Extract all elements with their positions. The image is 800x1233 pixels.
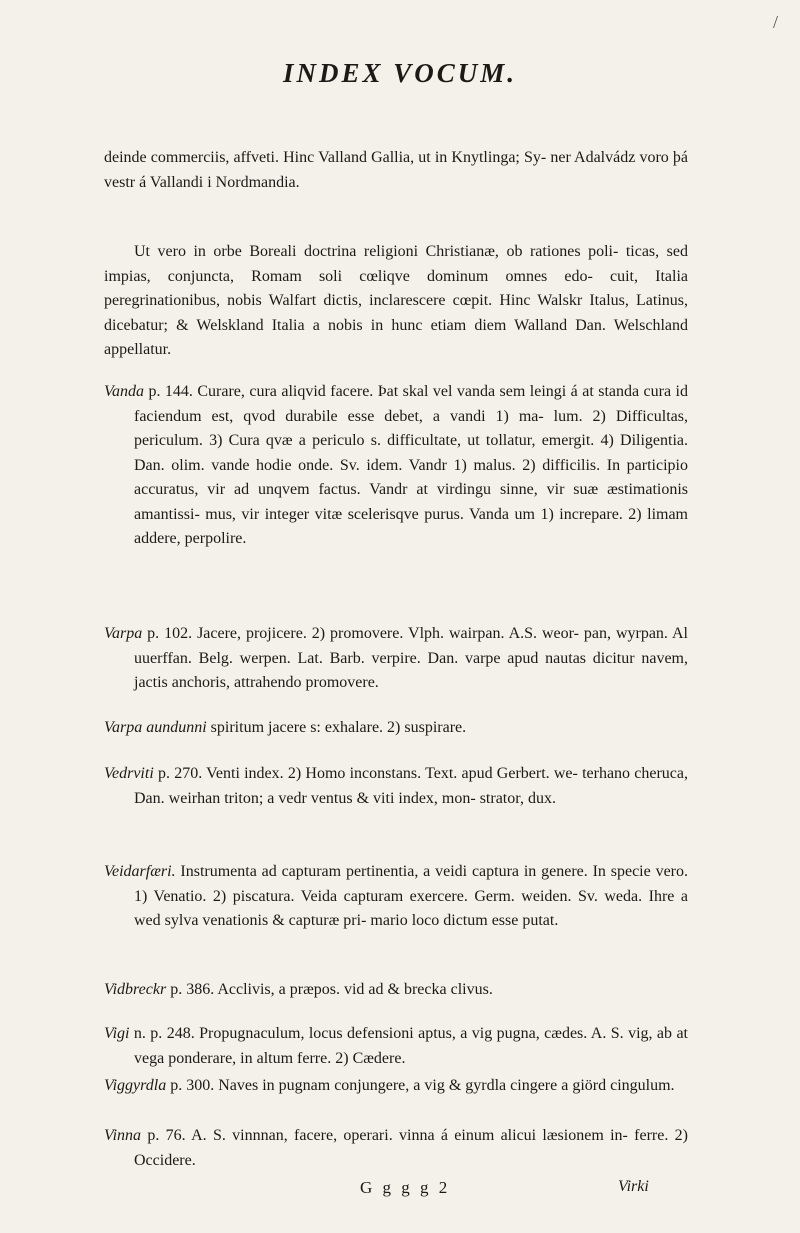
signature-mark: G g g g 2 xyxy=(360,1178,451,1197)
entry-text: p. 76. A. S. vinnnan, facere, operari. vinna á einum alicui læsionem in- ferre. 2) Occidere. xyxy=(134,1127,688,1169)
headword: Vigi xyxy=(104,1025,130,1042)
headword: Vidbreckr xyxy=(104,981,167,998)
headword: Varpa xyxy=(104,625,143,642)
entry-veidarfaeri xyxy=(104,860,688,934)
headword: Vinna xyxy=(104,1127,142,1144)
corner-mark: / xyxy=(772,12,778,32)
headword: Veidarfæri. xyxy=(104,863,176,880)
entry-text: spiritum jacere s: exhalare. 2) suspirare. xyxy=(206,719,467,736)
page-title: INDEX VOCUM. xyxy=(282,58,518,88)
entry-vinna xyxy=(104,1124,688,1173)
entry-varpa-aundunni xyxy=(104,716,688,741)
paragraph-continuation xyxy=(104,146,688,195)
entry-text: p. 144. Curare, cura aliqvid facere. Þat skal vel vanda sem leingi á at standa cura id faciendum est, qvod durabile esse debet, a vandi 1) ma- lum. 2) Difficultas, periculum. 3) Cura qvæ a periculo s. difficultate, ut tollatur, emergit. 4) Diligentia. Dan. olim. vande hodie onde. Sv. idem. Vandr 1) malus. 2) difficilis. In participio accuratus, vir ad unqvem factus. Vandr at virdingu sinne, vir suæ æstimationis amantissi- mus, vir integer vitæ scelerisqve purus. Vanda um 1) increpare. 2) limam addere, perpolire. xyxy=(134,383,688,547)
entry-vedrviti xyxy=(104,762,688,811)
entry-varpa xyxy=(104,622,688,696)
paragraph-italy xyxy=(104,240,688,363)
entry-vigi xyxy=(104,1022,688,1071)
entry-vidbreckr xyxy=(104,978,688,1003)
entry-text: p. 386. Acclivis, a præpos. vid ad & brecka clivus. xyxy=(166,981,493,998)
headword: Vedrviti xyxy=(104,765,154,782)
entry-text: p. 270. Venti index. 2) Homo inconstans. Text. apud Gerbert. we- terhano cheruca, Dan. weirhan triton; a vedr ventus & viti index, mon- strator, dux. xyxy=(134,765,688,807)
paragraph-text: deinde commerciis, affveti. Hinc Valland Gallia, ut in Knytlinga; Sy- ner Adalvádz voro þá vestr á Vallandi i Nordmandia. xyxy=(104,149,688,191)
entry-text: p. 102. Jacere, projicere. 2) promovere. Vlph. wairpan. A.S. weor- pan, wyrpan. Al uuerffan. Belg. werpen. Lat. Barb. verpire. Dan. varpe apud nautas dicitur navem, jactis anchoris, attrahendo promovere. xyxy=(134,625,688,691)
paragraph-text: Ut vero in orbe Boreali doctrina religioni Christianæ, ob rationes poli- ticas, sed impias, conjuncta, Romam soli cœliqve dominum omnes edo- cuit, Italia peregrinationibus, nobis Walfart dictis, inclarescere cœpit. Hinc Walskr Italus, Latinus, dicebatur; & Welskland Italia a nobis in hunc etiam diem Walland Dan. Welschland appellatur. xyxy=(104,243,688,358)
entry-text: n. p. 248. Propugnaculum, locus defensioni aptus, a vig pugna, cædes. A. S. vig, ab at vega ponderare, in altum ferre. 2) Cædere. xyxy=(129,1025,688,1067)
entry-vanda xyxy=(104,380,688,552)
headword: Varpa aundunni xyxy=(104,719,207,736)
entry-text: p. 300. Naves in pugnam conjungere, a vig & gyrdla cingere a giörd cingulum. xyxy=(166,1077,675,1094)
headword: Vanda xyxy=(104,383,144,400)
entry-viggyrdla xyxy=(104,1074,688,1099)
headword: Viggyrdla xyxy=(104,1077,167,1094)
catchword: Virki xyxy=(618,1178,649,1195)
entry-text: Instrumenta ad capturam pertinentia, a veidi captura in genere. In specie vero. 1) Venatio. 2) piscatura. Veida capturam exercere. Germ. weiden. Sv. weda. Ihre a wed sylva venationis & capturæ pri- mario loco dictum esse putat. xyxy=(134,863,688,929)
